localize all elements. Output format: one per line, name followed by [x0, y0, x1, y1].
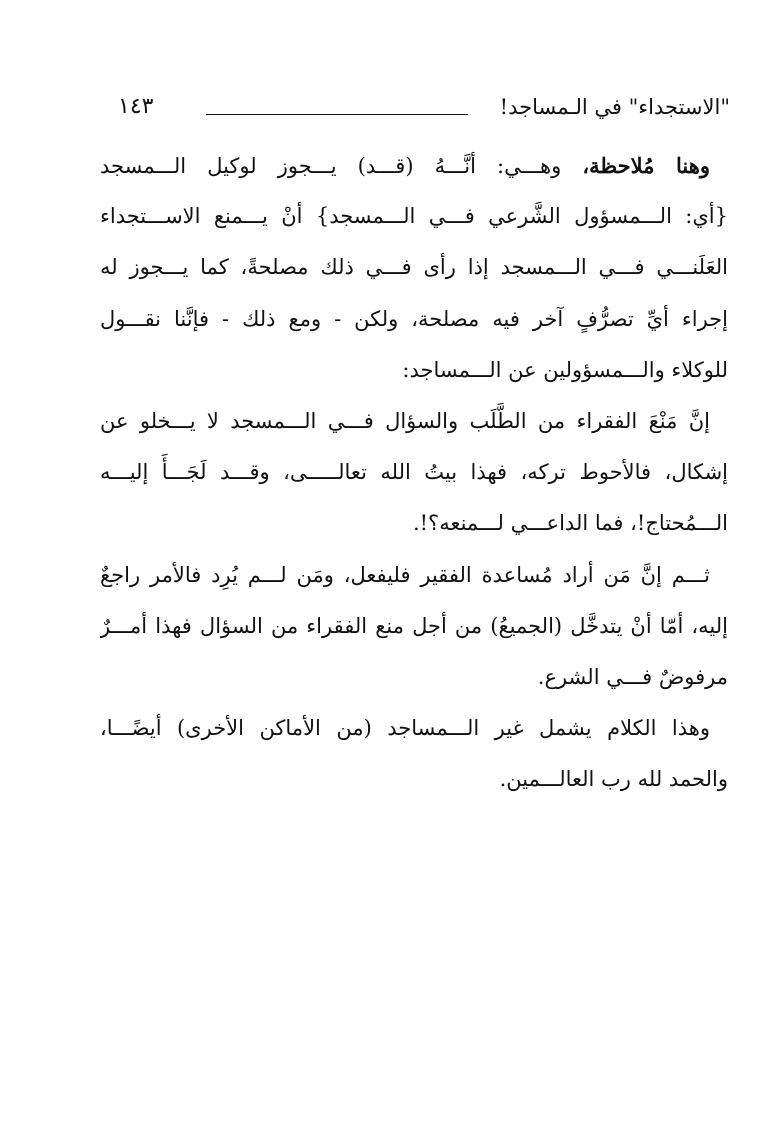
- text-line: للوكلاء والـــمسؤولين عن الـــمساجد:: [402, 357, 728, 382]
- text-line: ثـــم إنَّ مَن أراد مُساعدة الفقير فليفعل، ومَن لـــم يُرِد فالأمر راجعٌ: [100, 562, 710, 587]
- text-line: العَلَنـــي فـــي الـــمسجد إذا رأى فـــي ذلك مصلحةً، كما يـــجوز له: [100, 255, 728, 280]
- text-line: إليه، أمّا أنْ يتدخَّل (الجميعُ) من أجل منع الفقراء من السؤال فهذا أمـــرٌ: [100, 613, 728, 638]
- text-line: والحمد لله رب العالـــمين.: [499, 767, 728, 792]
- text-line: إنَّ مَنْعَ الفقراء من الطَّلَب والسؤال فـــي الـــمسجد لا يـــخلو عن: [100, 408, 710, 433]
- header-rule: [206, 114, 468, 115]
- line-text: وهـــي: أنَّـــهُ (قـــد) يـــجوز لوكيل الـــمسجد: [100, 154, 583, 178]
- text-line: إجراء أيِّ تصرُّفٍ آخر فيه مصلحة، ولكن - ومع ذلك - فإنَّنا نقـــول: [100, 306, 728, 331]
- text-line: مرفوضٌ فـــي الشرع.: [537, 664, 728, 689]
- text-line: وهذا الكلام يشمل غير الـــمساجد (من الأماكن الأخرى) أيضًـــا،: [100, 716, 710, 741]
- lead-phrase: وهنا مُلاحظة،: [582, 153, 710, 178]
- page-number: ١٤٣: [118, 94, 154, 119]
- text-line: {أي: الـــمسؤول الشَّرعي فـــي الـــمسجد} أنْ يـــمنع الاســـتجداء: [100, 204, 728, 229]
- body-text: [100, 140, 728, 805]
- text-line: الـــمُحتاج!، فما الداعـــي لـــمنعه؟!.: [412, 511, 728, 536]
- text-line: إشكال، فالأحوط تركه، فهذا بيتُ الله تعالـــــى، وقـــد لَجَـــأَ إليـــه: [100, 460, 728, 485]
- text-line: [100, 140, 728, 191]
- page-header: [110, 92, 730, 124]
- running-title: "الاستجداء" في الـمساجد!: [499, 95, 730, 119]
